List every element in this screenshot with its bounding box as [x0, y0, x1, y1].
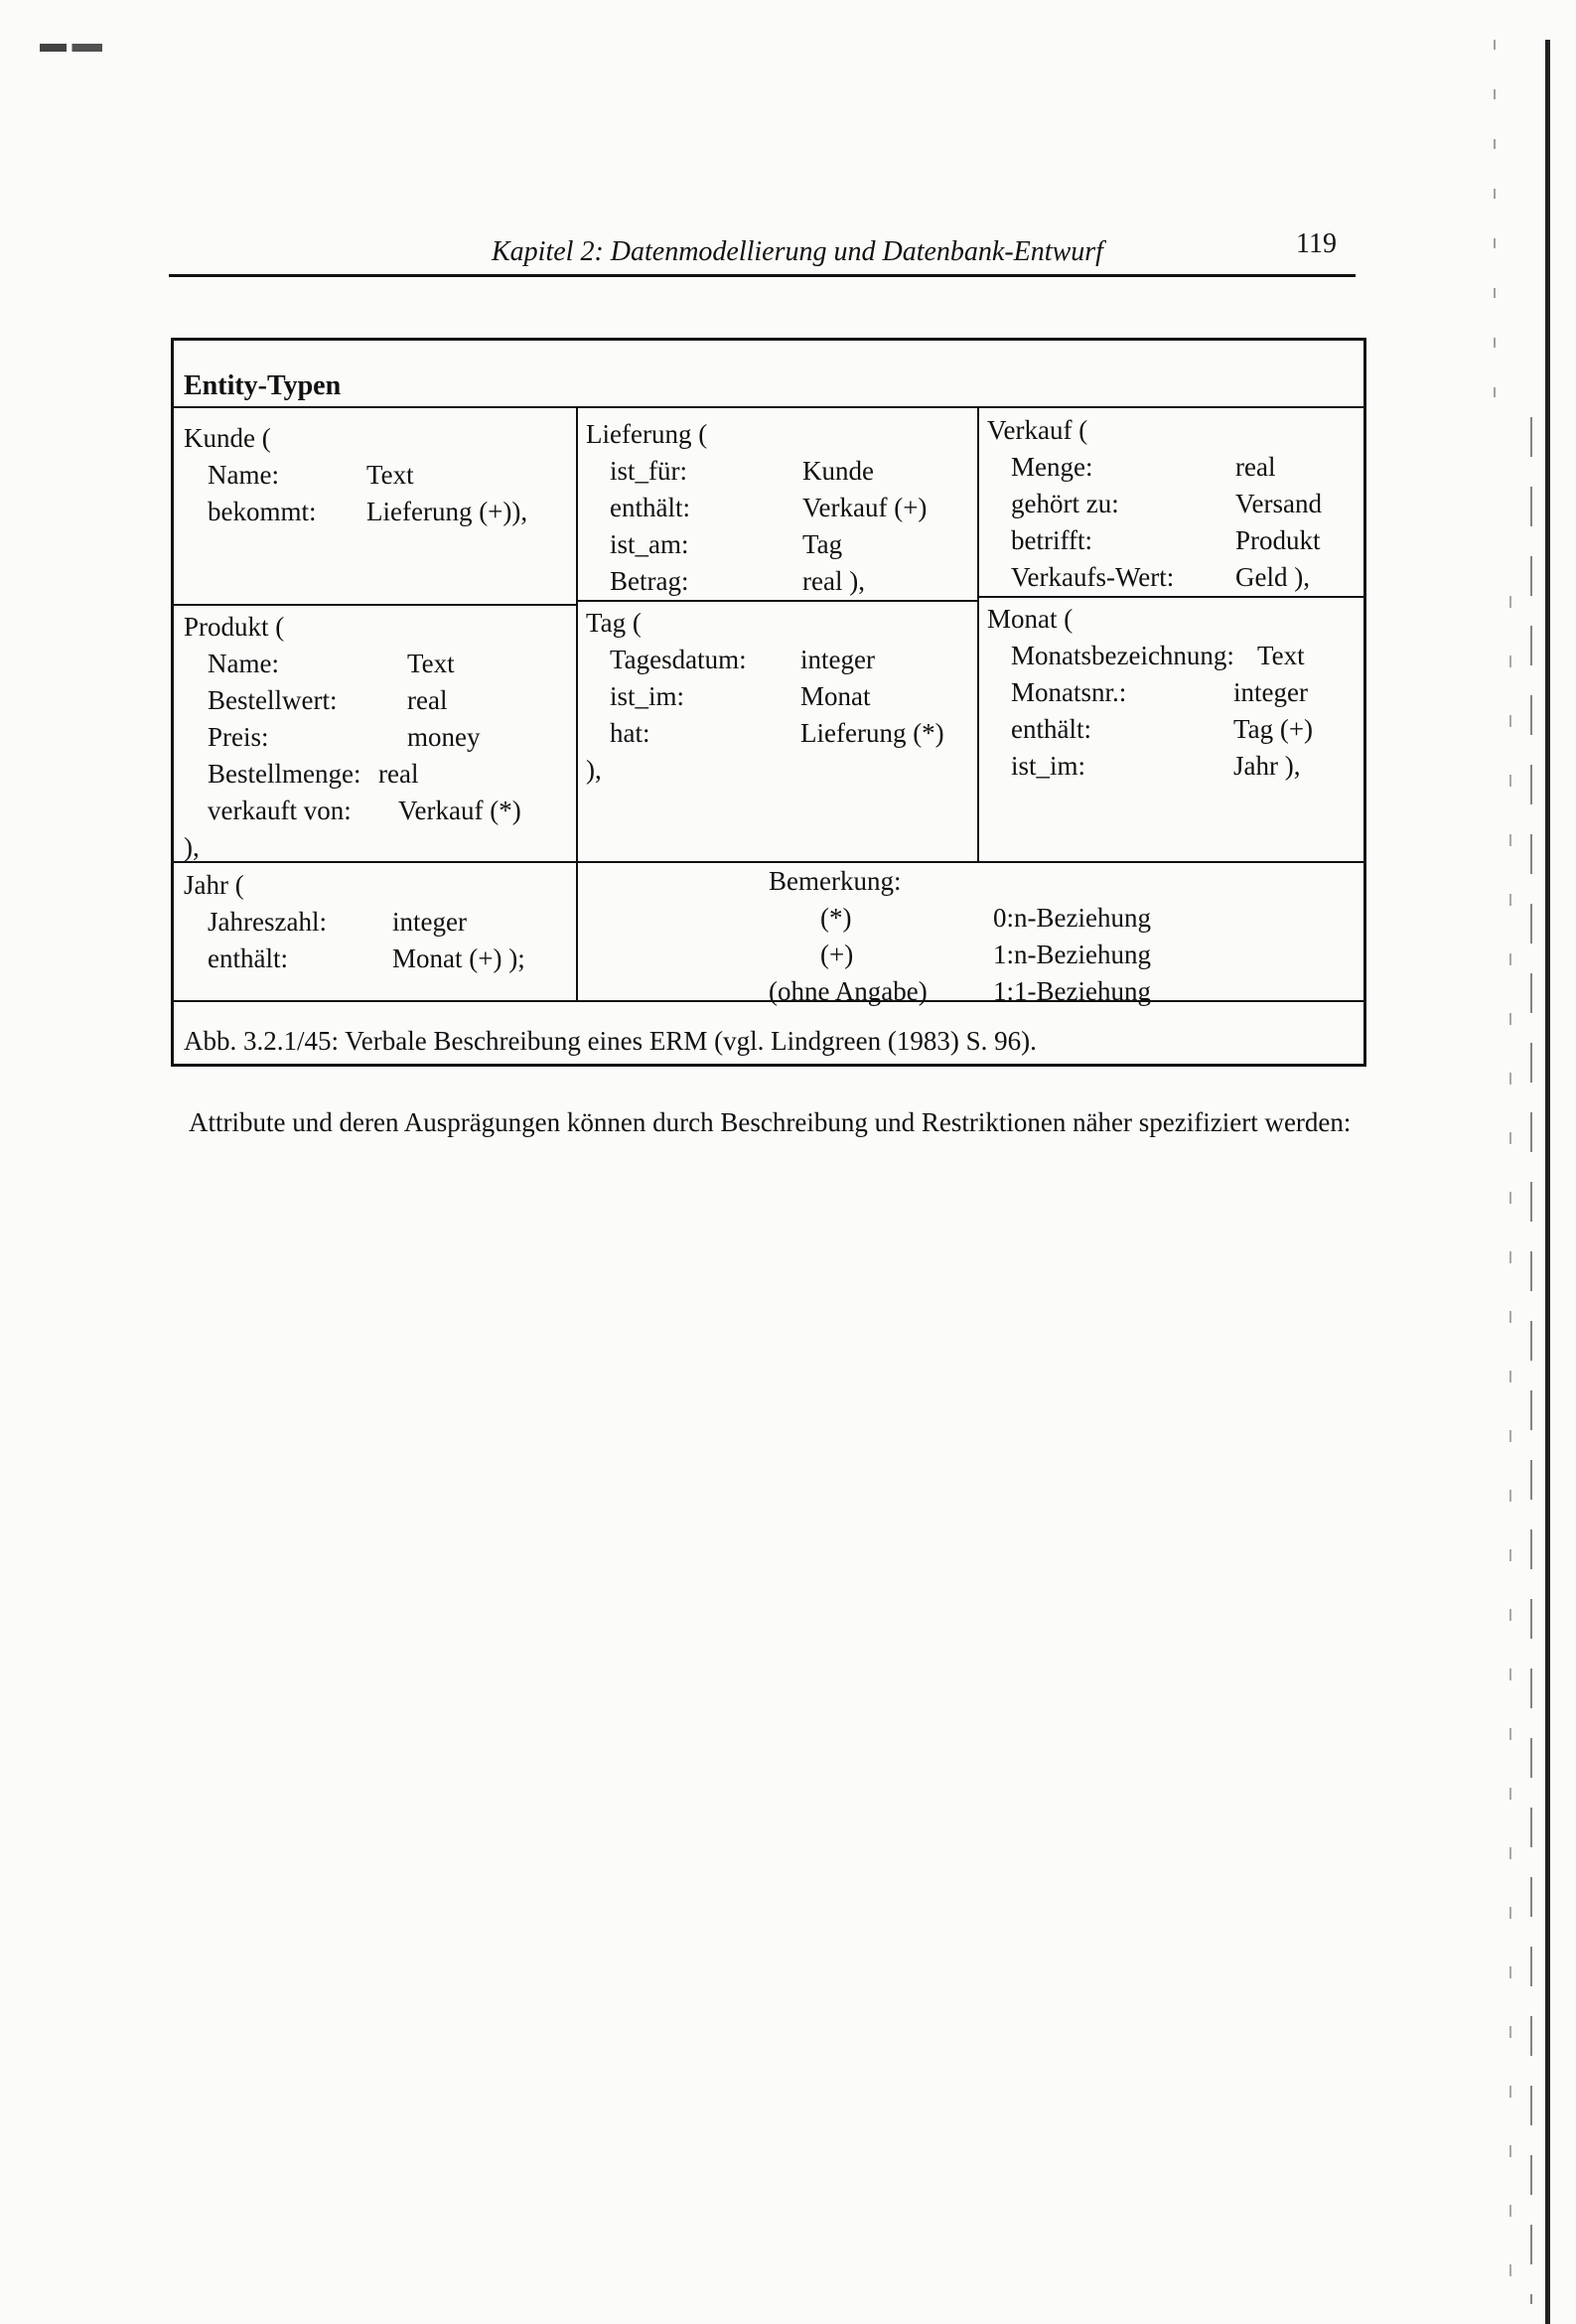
entity-name: Produkt (: [184, 612, 285, 642]
legend-symbol: (+): [820, 940, 854, 969]
entity-tag: [586, 605, 973, 789]
entity-types-figure: [171, 338, 1366, 1067]
grid-line: [174, 406, 1363, 408]
legend-meaning: 0:n-Beziehung: [993, 903, 1151, 933]
figure-title: Entity-Typen: [184, 370, 342, 401]
attribute-name: gehört zu:: [1011, 489, 1119, 518]
attribute-type: real: [1235, 452, 1276, 482]
attribute-type: Verkauf (+): [802, 493, 928, 522]
entity-close: ),: [586, 755, 602, 785]
attribute-name: Tagesdatum:: [610, 645, 747, 674]
attribute-name: Menge:: [1011, 452, 1093, 482]
legend-symbol: (*): [820, 903, 852, 933]
attribute-type: Monat: [800, 681, 871, 711]
attribute-type: Versand: [1235, 489, 1322, 518]
legend-meaning: 1:1-Beziehung: [993, 976, 1151, 1006]
attribute-name: ist_am:: [610, 529, 689, 559]
running-header-title: Kapitel 2: Datenmodellierung und Datenbank-Entwurf: [492, 236, 1103, 267]
attribute-name: Bestellmenge:: [208, 759, 361, 789]
attribute-name: enthält:: [1011, 714, 1091, 744]
scan-binding-edge: [1530, 417, 1532, 2304]
attribute-name: Preis:: [208, 722, 269, 752]
attribute-type: Verkauf (*): [398, 796, 521, 825]
attribute-name: Monatsnr.:: [1011, 677, 1127, 707]
attribute-name: Name:: [208, 649, 279, 678]
attribute-name: enthält:: [610, 493, 690, 522]
attribute-name: enthält:: [208, 944, 288, 973]
grid-line: [576, 600, 977, 602]
attribute-type: integer: [1233, 677, 1308, 707]
scan-binding-edge: [1509, 596, 1511, 2284]
entity-produkt: [184, 609, 571, 866]
entity-name: Kunde (: [184, 423, 271, 453]
entity-name: Tag (: [586, 608, 642, 638]
attribute-type: real ),: [802, 566, 865, 596]
attribute-name: bekommt:: [208, 497, 317, 526]
entity-monat: [987, 601, 1360, 785]
attribute-type: Text: [1257, 641, 1305, 670]
attribute-type: Tag (+): [1233, 714, 1314, 744]
attribute-type: Tag: [802, 529, 843, 559]
attribute-type: Text: [366, 460, 414, 490]
scan-binding-edge: [1545, 40, 1550, 2324]
scan-binding-edge: [1494, 40, 1496, 417]
legend-meaning: 1:n-Beziehung: [993, 940, 1151, 969]
attribute-name: Name:: [208, 460, 279, 490]
attribute-type: Kunde: [802, 456, 874, 486]
attribute-name: ist_im:: [610, 681, 685, 711]
header-rule: [169, 274, 1356, 277]
entity-jahr: [184, 867, 571, 977]
attribute-name: betrifft:: [1011, 525, 1092, 555]
legend-bemerkung: [586, 863, 1361, 1010]
entity-name: Verkauf (: [987, 415, 1088, 445]
attribute-name: hat:: [610, 718, 650, 748]
entity-close: ),: [184, 832, 200, 862]
attribute-type: Lieferung (+)),: [366, 497, 528, 526]
attribute-name: ist_im:: [1011, 751, 1086, 781]
entity-name: Lieferung (: [586, 419, 708, 449]
legend-title: Bemerkung:: [769, 866, 902, 896]
body-paragraph: Attribute und deren Ausprägungen können durch Beschreibung und Restriktionen näher spezifiziert werden:: [189, 1107, 1352, 1137]
attribute-name: Betrag:: [610, 566, 689, 596]
attribute-type: real: [407, 685, 448, 715]
page-number: 119: [1296, 228, 1337, 259]
grid-line: [174, 604, 576, 606]
attribute-type: Text: [407, 649, 455, 678]
attribute-type: integer: [800, 645, 875, 674]
entity-verkauf: [987, 412, 1360, 596]
attribute-name: ist_für:: [610, 456, 687, 486]
figure-caption: Abb. 3.2.1/45: Verbale Beschreibung eines ERM (vgl. Lindgreen (1983) S. 96).: [184, 1026, 1037, 1056]
entity-name: Jahr (: [184, 870, 244, 900]
attribute-name: Jahreszahl:: [208, 907, 327, 937]
grid-line: [576, 406, 578, 1000]
grid-line: [977, 596, 1363, 598]
attribute-name: Bestellwert:: [208, 685, 338, 715]
attribute-name: Monatsbezeichnung:: [1011, 641, 1234, 670]
attribute-type: real: [378, 759, 419, 789]
legend-symbol: (ohne Angabe): [769, 976, 928, 1006]
grid-line: [977, 406, 979, 861]
attribute-type: Jahr ),: [1233, 751, 1301, 781]
attribute-name: Verkaufs-Wert:: [1011, 562, 1175, 592]
attribute-type: Lieferung (*): [800, 718, 944, 748]
attribute-type: Monat (+) );: [392, 944, 525, 973]
attribute-type: money: [407, 722, 481, 752]
entity-kunde: [184, 420, 571, 530]
attribute-type: Produkt: [1235, 525, 1321, 555]
attribute-type: Geld ),: [1235, 562, 1310, 592]
attribute-type: integer: [392, 907, 467, 937]
entity-lieferung: [586, 416, 973, 600]
attribute-name: verkauft von:: [208, 796, 352, 825]
entity-name: Monat (: [987, 604, 1074, 634]
scan-smudge: [40, 44, 129, 52]
